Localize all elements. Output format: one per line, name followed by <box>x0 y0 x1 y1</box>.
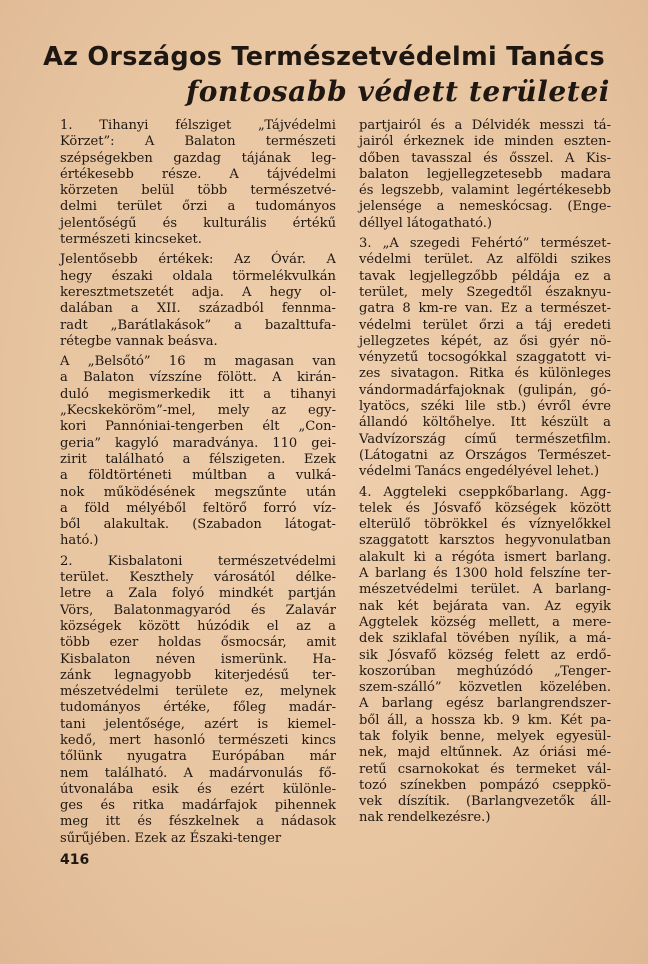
text-line: Aggtelek község mellett, a mere- <box>359 614 611 630</box>
text-line: mészetvédelmi terület. A barlang- <box>359 582 611 598</box>
text-line: Vörs, Balatonmagyaród és Zalavár <box>60 602 336 618</box>
text-line: nem található. A madárvonulás fő- <box>60 765 336 781</box>
text-line: tőlünk nyugatra Európában már <box>60 749 336 765</box>
text-line: lyatöcs, széki lile stb.) évről évre <box>359 399 611 415</box>
text-line: zánk legnagyobb kiterjedésű ter- <box>60 667 336 683</box>
text-line: nok működésének megszűnte után <box>60 484 336 500</box>
text-line: balaton legjellegzetesebb madara <box>359 166 611 182</box>
page-title: Az Országos Természetvédelmi Tanács <box>43 42 605 72</box>
text-line: útvonalába esik és ezért különle- <box>60 781 336 797</box>
text-line: terület. Keszthely városától délke- <box>60 570 336 586</box>
text-line: kori Pannóniai-tengerben élt „Con- <box>60 419 336 435</box>
text-line: delmi terület őrzi a tudományos <box>60 199 336 215</box>
text-line: terület, mely Szegedtől északnyu- <box>359 284 611 300</box>
text-line: koszorúban meghúzódó „Tenger- <box>359 663 611 679</box>
text-line: telek és Jósvafő községek között <box>359 500 611 516</box>
text-line: állandó költőhelye. Itt készült a <box>359 415 611 431</box>
text-line: védelmi terület. Az alföldi szikes <box>359 252 611 268</box>
text-line: nak rendelkezésre.) <box>359 810 491 826</box>
text-line: értékesebb része. A tájvédelmi <box>60 166 336 182</box>
text-line: ges és ritka madárfajok pihennek <box>60 798 336 814</box>
text-line: több ezer holdas ősmocsár, amit <box>60 635 336 651</box>
text-line: gatra 8 km-re van. Ez a természet- <box>359 301 611 317</box>
text-line: A barlang és 1300 hold felszíne ter- <box>359 566 611 582</box>
text-line: vándormadárfajoknak (gulipán, gó- <box>359 382 611 398</box>
text-line: vek díszítik. (Barlangvezetők áll- <box>359 794 611 810</box>
text-line: jellegzetes képét, az ősi gyér nö- <box>359 333 611 349</box>
text-line: nak két bejárata van. Az egyik <box>359 598 611 614</box>
text-line: sűrűjében. Ezek az Északi-tenger <box>60 830 282 846</box>
text-line: ből áll, a hossza kb. 9 km. Két pa- <box>359 712 611 728</box>
text-line: dalában a XII. századból fennma- <box>60 301 336 317</box>
text-line: A barlang egész barlangrendszer- <box>359 696 611 712</box>
text-line: duló megismerkedik itt a tihanyi <box>60 386 336 402</box>
text-line: 4. Aggteleki cseppkőbarlang. Agg- <box>359 484 611 500</box>
text-line: 2. Kisbalatoni természetvédelmi <box>60 553 336 569</box>
text-line: hegy északi oldala törmelékvulkán <box>60 268 336 284</box>
text-line: 3. „A szegedi Fehértó” természet- <box>359 236 611 252</box>
text-line: községek között húzódik el az a <box>60 618 336 634</box>
text-line: letre a Zala folyó mindkét partján <box>60 586 336 602</box>
page-subtitle: fontosabb védett területei <box>186 75 610 108</box>
text-line: védelmi Tanács engedélyével lehet.) <box>359 464 600 480</box>
text-line: „Kecskeköröm”-mel, mely az egy- <box>60 403 336 419</box>
text-line: rétegbe vannak beásva. <box>60 333 218 349</box>
text-line: ható.) <box>60 533 99 549</box>
text-line: zes sivatagon. Ritka és különleges <box>359 366 611 382</box>
text-line: tak folyik benne, melyek egyesül- <box>359 728 611 744</box>
text-line: dek sziklafal tövében nyílik, a má- <box>359 631 611 647</box>
text-line: elterülő töbrökkel és víznyelőkkel <box>359 517 611 533</box>
text-line: keresztmetszetét adja. A hegy ol- <box>60 284 336 300</box>
text-line: radt „Barátlakások” a bazalttufa- <box>60 317 336 333</box>
text-line: déllyel látogatható.) <box>359 215 493 231</box>
text-line: körzeten belül több természetvé- <box>60 183 336 199</box>
text-line: ből alakultak. (Szabadon látogat- <box>60 517 336 533</box>
text-line: Vadvízország című természetfilm. <box>359 431 611 447</box>
text-line: partjairól és a Délvidék messzi tá- <box>359 118 611 133</box>
text-line: 1. Tihanyi félsziget „Tájvédelmi <box>60 118 336 133</box>
right-text-column <box>359 118 611 827</box>
text-line: mészetvédelmi területe ez, melynek <box>60 684 336 700</box>
text-line: jairól érkeznek ide minden eszten- <box>359 134 611 150</box>
text-line: Körzet”: A Balaton természeti <box>60 134 336 150</box>
text-line: a Balaton vízszíne fölött. A kirán- <box>60 370 336 386</box>
text-line: tudományos értéke, főleg madár- <box>60 700 336 716</box>
text-line: geria” kagyló maradványa. 110 gei- <box>60 435 336 451</box>
text-line: tavak legjellegzőbb példája ez a <box>359 268 611 284</box>
text-line: a föld mélyéből feltörő forró víz- <box>60 500 336 516</box>
left-text-column <box>60 118 336 847</box>
text-line: zirit található a félszigeten. Ezek <box>60 451 336 467</box>
text-line: kedő, mert hasonló természeti kincs <box>60 732 336 748</box>
text-line: Jelentősebb értékek: Az Óvár. A <box>60 252 336 268</box>
text-line: A „Belsőtó” 16 m magasan van <box>60 354 336 370</box>
text-line: dőben tavasszal és ősszel. A Kis- <box>359 150 611 166</box>
text-line: szaggatott karsztos hegyvonulatban <box>359 533 611 549</box>
text-line: tani jelentősége, azért is kiemel- <box>60 716 336 732</box>
text-line: szem-szálló” közvetlen közelében. <box>359 680 611 696</box>
text-line: alakult ki a régóta ismert barlang. <box>359 549 611 565</box>
text-line: természeti kincseket. <box>60 232 202 248</box>
text-line: retű csarnokokat és termeket vál- <box>359 761 611 777</box>
text-line: meg itt és fészkelnek a nádasok <box>60 814 336 830</box>
text-line: tozó színekben pompázó cseppkö- <box>359 777 611 793</box>
text-line: szépségekben gazdag tájának leg- <box>60 150 336 166</box>
text-line: védelmi terület őrzi a táj eredeti <box>359 317 611 333</box>
text-line: a földtörténeti múltban a vulká- <box>60 468 336 484</box>
text-line: vényzetű tocsogókkal szaggatott vi- <box>359 350 611 366</box>
text-line: (Látogatni az Országos Természet- <box>359 447 611 463</box>
text-line: és legszebb, valamint legértékesebb <box>359 183 611 199</box>
page-number: 416 <box>60 852 90 868</box>
text-line: jelentőségű és kulturális értékű <box>60 215 336 231</box>
text-line: sik Jósvafő község felett az erdő- <box>359 647 611 663</box>
text-line: Kisbalaton néven ismerünk. Ha- <box>60 651 336 667</box>
text-line: jelensége a nemeskócsag. (Enge- <box>359 199 611 215</box>
text-line: nek, majd eltűnnek. Az óriási mé- <box>359 745 611 761</box>
